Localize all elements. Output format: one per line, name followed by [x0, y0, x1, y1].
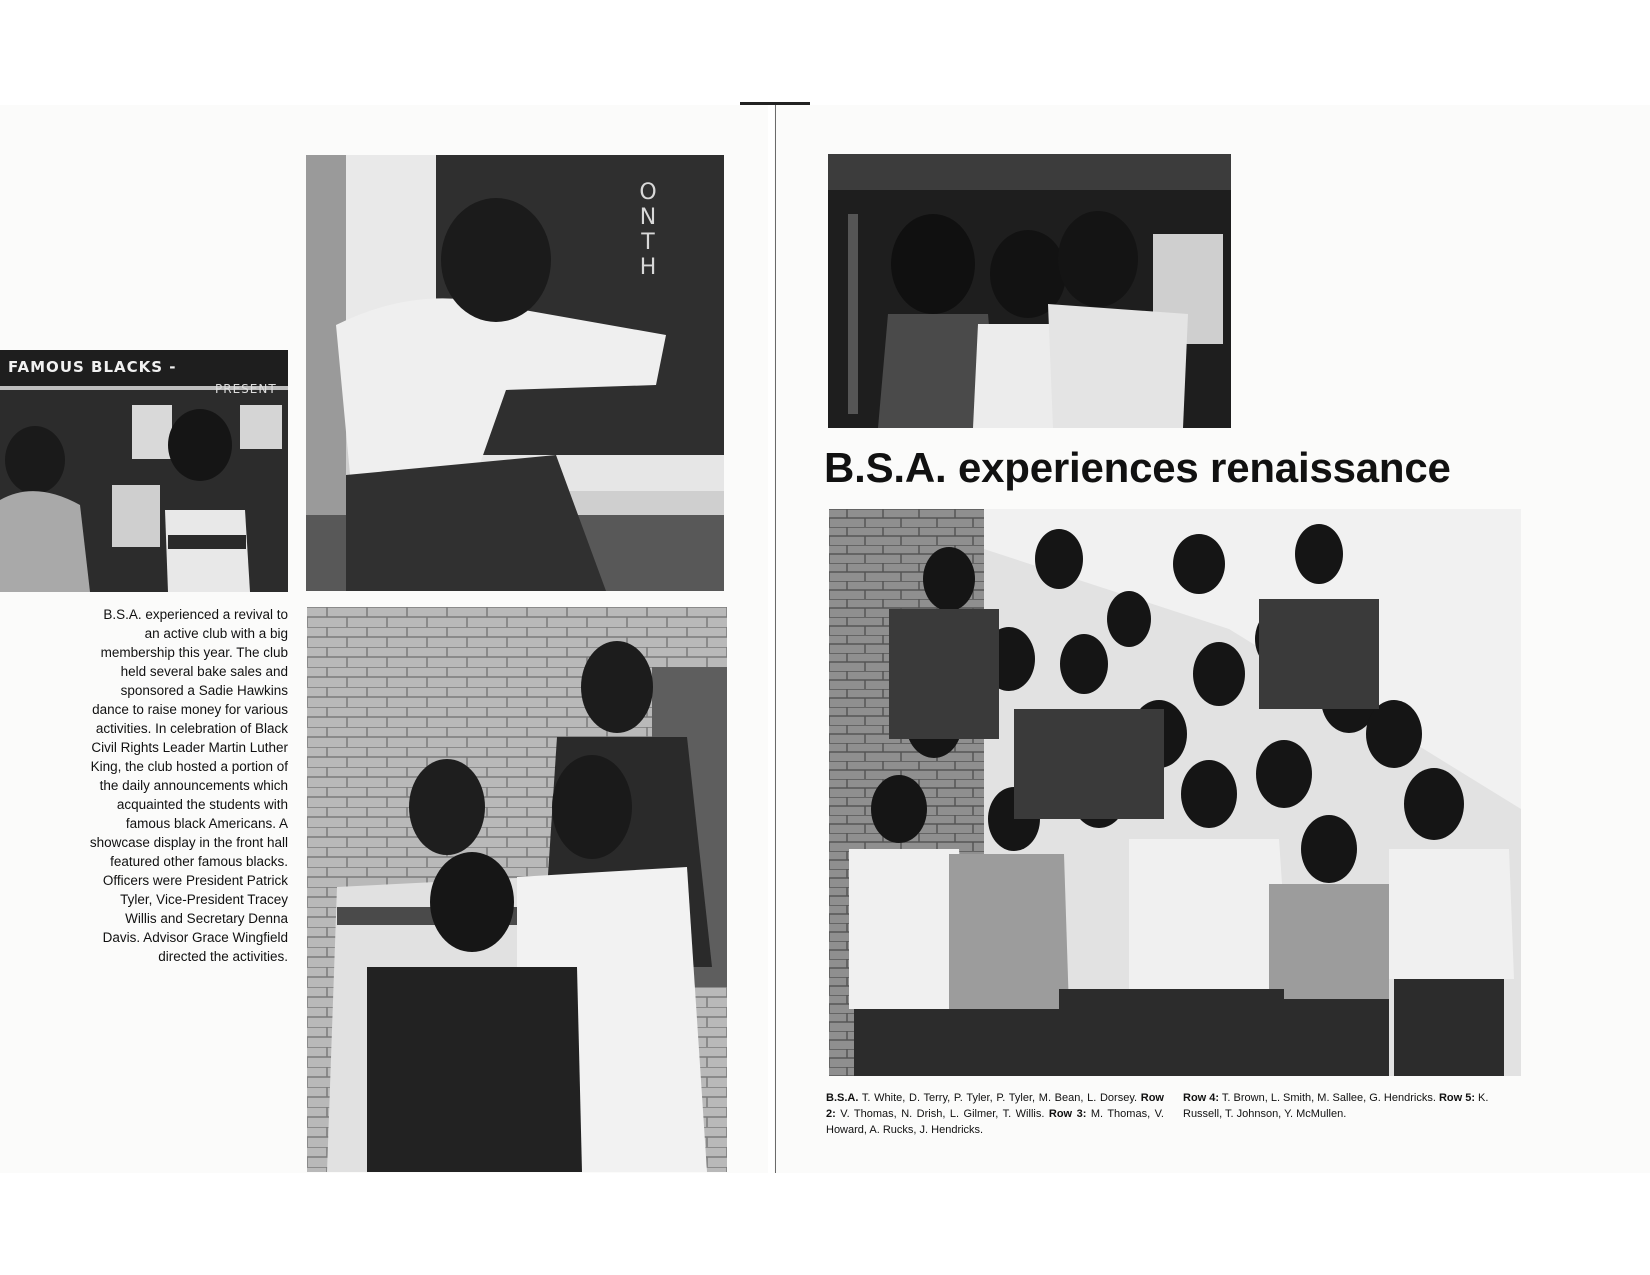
window-month-letters: O N T H [639, 180, 657, 280]
caption-row1-label: B.S.A. [826, 1092, 859, 1104]
caption-row5-names: K. Russell, T. Johnson, Y. McMullen. [1183, 1092, 1489, 1120]
bsa-group-photo [829, 509, 1521, 1076]
article-body: B.S.A. experienced a revival to an active club with a big membership this year. The club held several bake sales and sponsored a Sadie Hawkins dance to raise money for various activities. In celebration of Black Civil Rights Leader Martin Luther King, the club hosted a portion of the daily announcements which acquainted the students with famous black Americans. A showcase display in the front hall featured other famous blacks. Officers were President Patrick Tyler, Vice-President Tracey Willis and Secretary Denna Davis. Advisor Grace Wingfield directed the activities. [89, 607, 288, 964]
caption-row3-names: M. Thomas, V. Howard, A. Rucks, J. Hendricks. [826, 1108, 1164, 1136]
group-caption-left [826, 1090, 1164, 1138]
showcase-photo [0, 350, 288, 592]
gutter-mark [740, 102, 810, 105]
showcase-sign-subtitle: PRESENT [215, 382, 277, 396]
caption-row4-names: T. Brown, L. Smith, M. Sallee, G. Hendricks. [1219, 1092, 1439, 1104]
window-decorating-photo [306, 155, 724, 591]
page-headline: B.S.A. experiences renaissance [824, 444, 1451, 491]
caption-row4-label: Row 4: [1183, 1092, 1220, 1104]
page-gutter [775, 105, 776, 1173]
showcase-sign-title: FAMOUS BLACKS - [8, 358, 177, 376]
caption-row1-names: T. White, D. Terry, P. Tyler, P. Tyler, M. Bean, L. Dorsey. [858, 1092, 1141, 1104]
three-students-photo [828, 154, 1231, 428]
group-caption-right [1183, 1090, 1518, 1122]
caption-row2-names: V. Thomas, N. Drish, L. Gilmer, T. Willis. [835, 1108, 1049, 1120]
students-brick-wall-photo [307, 607, 727, 1172]
caption-row2-label: Row 2: [826, 1092, 1164, 1120]
caption-row3-label: Row 3: [1048, 1108, 1087, 1120]
caption-row5-label: Row 5: [1438, 1092, 1475, 1104]
